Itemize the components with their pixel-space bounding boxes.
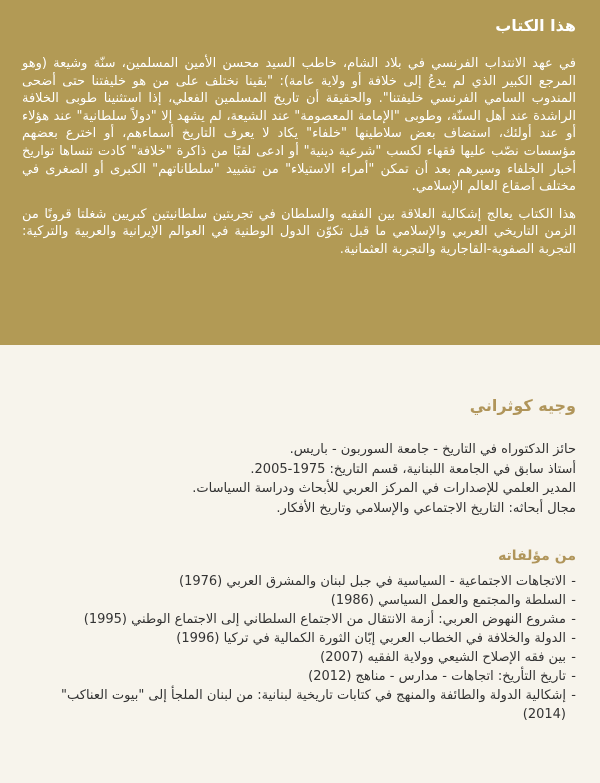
about-paragraph-1: في عهد الانتداب الفرنسي في بلاد الشام، خاطب السيد محسن الأمين المسلمين، سنّة وشيعة (وهو المرجع الكبير الذي لم يدعُ إلى خلافة أو ولاية عامة): "بقينا نختلف على من هو خليفتنا حتى أضحى المندوب السامي الفرنسي خليفتنا". والحقيقة أن تاريخ المسلمين الفعلي، إذا استثنينا طوبى الخلافة الراشدة عند أهل السنّة، وطوبى "الإمامة المعصومة" عند الشيعة، لم يشهد إلا "دولاً سلطانية" عند هؤلاء أو عند أولئك، استضاف بعض سلاطينها "خلفاء" يكاد لا يعرف التاريخ أسماءهم، أو اخترع بعضهم مؤسسات نصّب عليها فقهاء لكسب "شرعية دينية" أو ادعى لقبًا من ذاكرة "خلافة" كادت تنساها تواريخ أخبار الخلفاء وسيرهم بعد أن تمكن "أمراء الاستيلاء" من تشييد "سلطاناتهم" الكبرى أو الصغرى في مختلف أصقاع العالم الإسلامي. <box>22 56 576 195</box>
works-heading: من مؤلفاته <box>498 548 576 564</box>
bullet-dash: - <box>571 669 576 684</box>
bullet-dash: - <box>571 650 576 665</box>
work-item <box>22 667 576 686</box>
work-item <box>22 610 576 629</box>
bio-line: حائز الدكتوراه في التاريخ - جامعة السوربون - باريس. <box>289 442 576 457</box>
about-book-title: هذا الكتاب <box>495 16 576 35</box>
work-title: بين فقه الإصلاح الشيعي وولاية الفقيه (2007) <box>320 650 566 665</box>
work-title: تاريخ التأريخ: اتجاهات - مدارس - مناهج (2012) <box>308 669 566 684</box>
work-item <box>22 629 576 648</box>
about-book-section <box>0 0 600 345</box>
work-item <box>22 572 576 591</box>
bullet-dash: - <box>571 612 576 627</box>
work-title: إشكالية الدولة والطائفة والمنهج في كتابات تاريخية لبنانية: من لبنان الملجأ إلى "بيوت العناكب" (2014) <box>61 688 566 722</box>
work-item <box>22 686 576 724</box>
work-title: السلطة والمجتمع والعمل السياسي (1986) <box>330 593 566 608</box>
author-bio <box>22 440 576 518</box>
bullet-dash: - <box>571 688 576 703</box>
bullet-dash: - <box>571 593 576 608</box>
bio-line: المدير العلمي للإصدارات في المركز العربي للأبحاث ودراسة السياسات. <box>192 481 576 496</box>
about-paragraph-2: هذا الكتاب يعالج إشكالية العلاقة بين الفقيه والسلطان في تجربتين سلطانيتين كبريين شغلتا قرونًا من الزمن التاريخي العربي والإسلامي ما قبل تكوّن الدول الوطنية في العوالم الإيرانية والعربية والتركية: التجربة الصفوية-القاجارية والتجربة العثمانية. <box>22 206 576 257</box>
bullet-dash: - <box>571 574 576 589</box>
work-title: مشروع النهوض العربي: أزمة الانتقال من الاجتماع السلطاني إلى الاجتماع الوطني (1995) <box>83 612 566 627</box>
works-list <box>22 572 576 724</box>
work-item <box>22 591 576 610</box>
bullet-dash: - <box>571 631 576 646</box>
bio-line: أستاذ سابق في الجامعة اللبنانية، قسم التاريخ: 1975-2005. <box>250 461 576 477</box>
author-name: وجيه كوثراني <box>469 396 576 415</box>
work-title: الدولة والخلافة في الخطاب العربي إبّان الثورة الكمالية في تركيا (1996) <box>176 631 566 646</box>
about-book-text <box>22 55 576 269</box>
work-item <box>22 648 576 667</box>
work-title: الاتجاهات الاجتماعية - السياسية في جبل لبنان والمشرق العربي (1976) <box>179 574 566 589</box>
bio-line: مجال أبحاثه: التاريخ الاجتماعي والإسلامي وتاريخ الأفكار. <box>276 500 576 516</box>
